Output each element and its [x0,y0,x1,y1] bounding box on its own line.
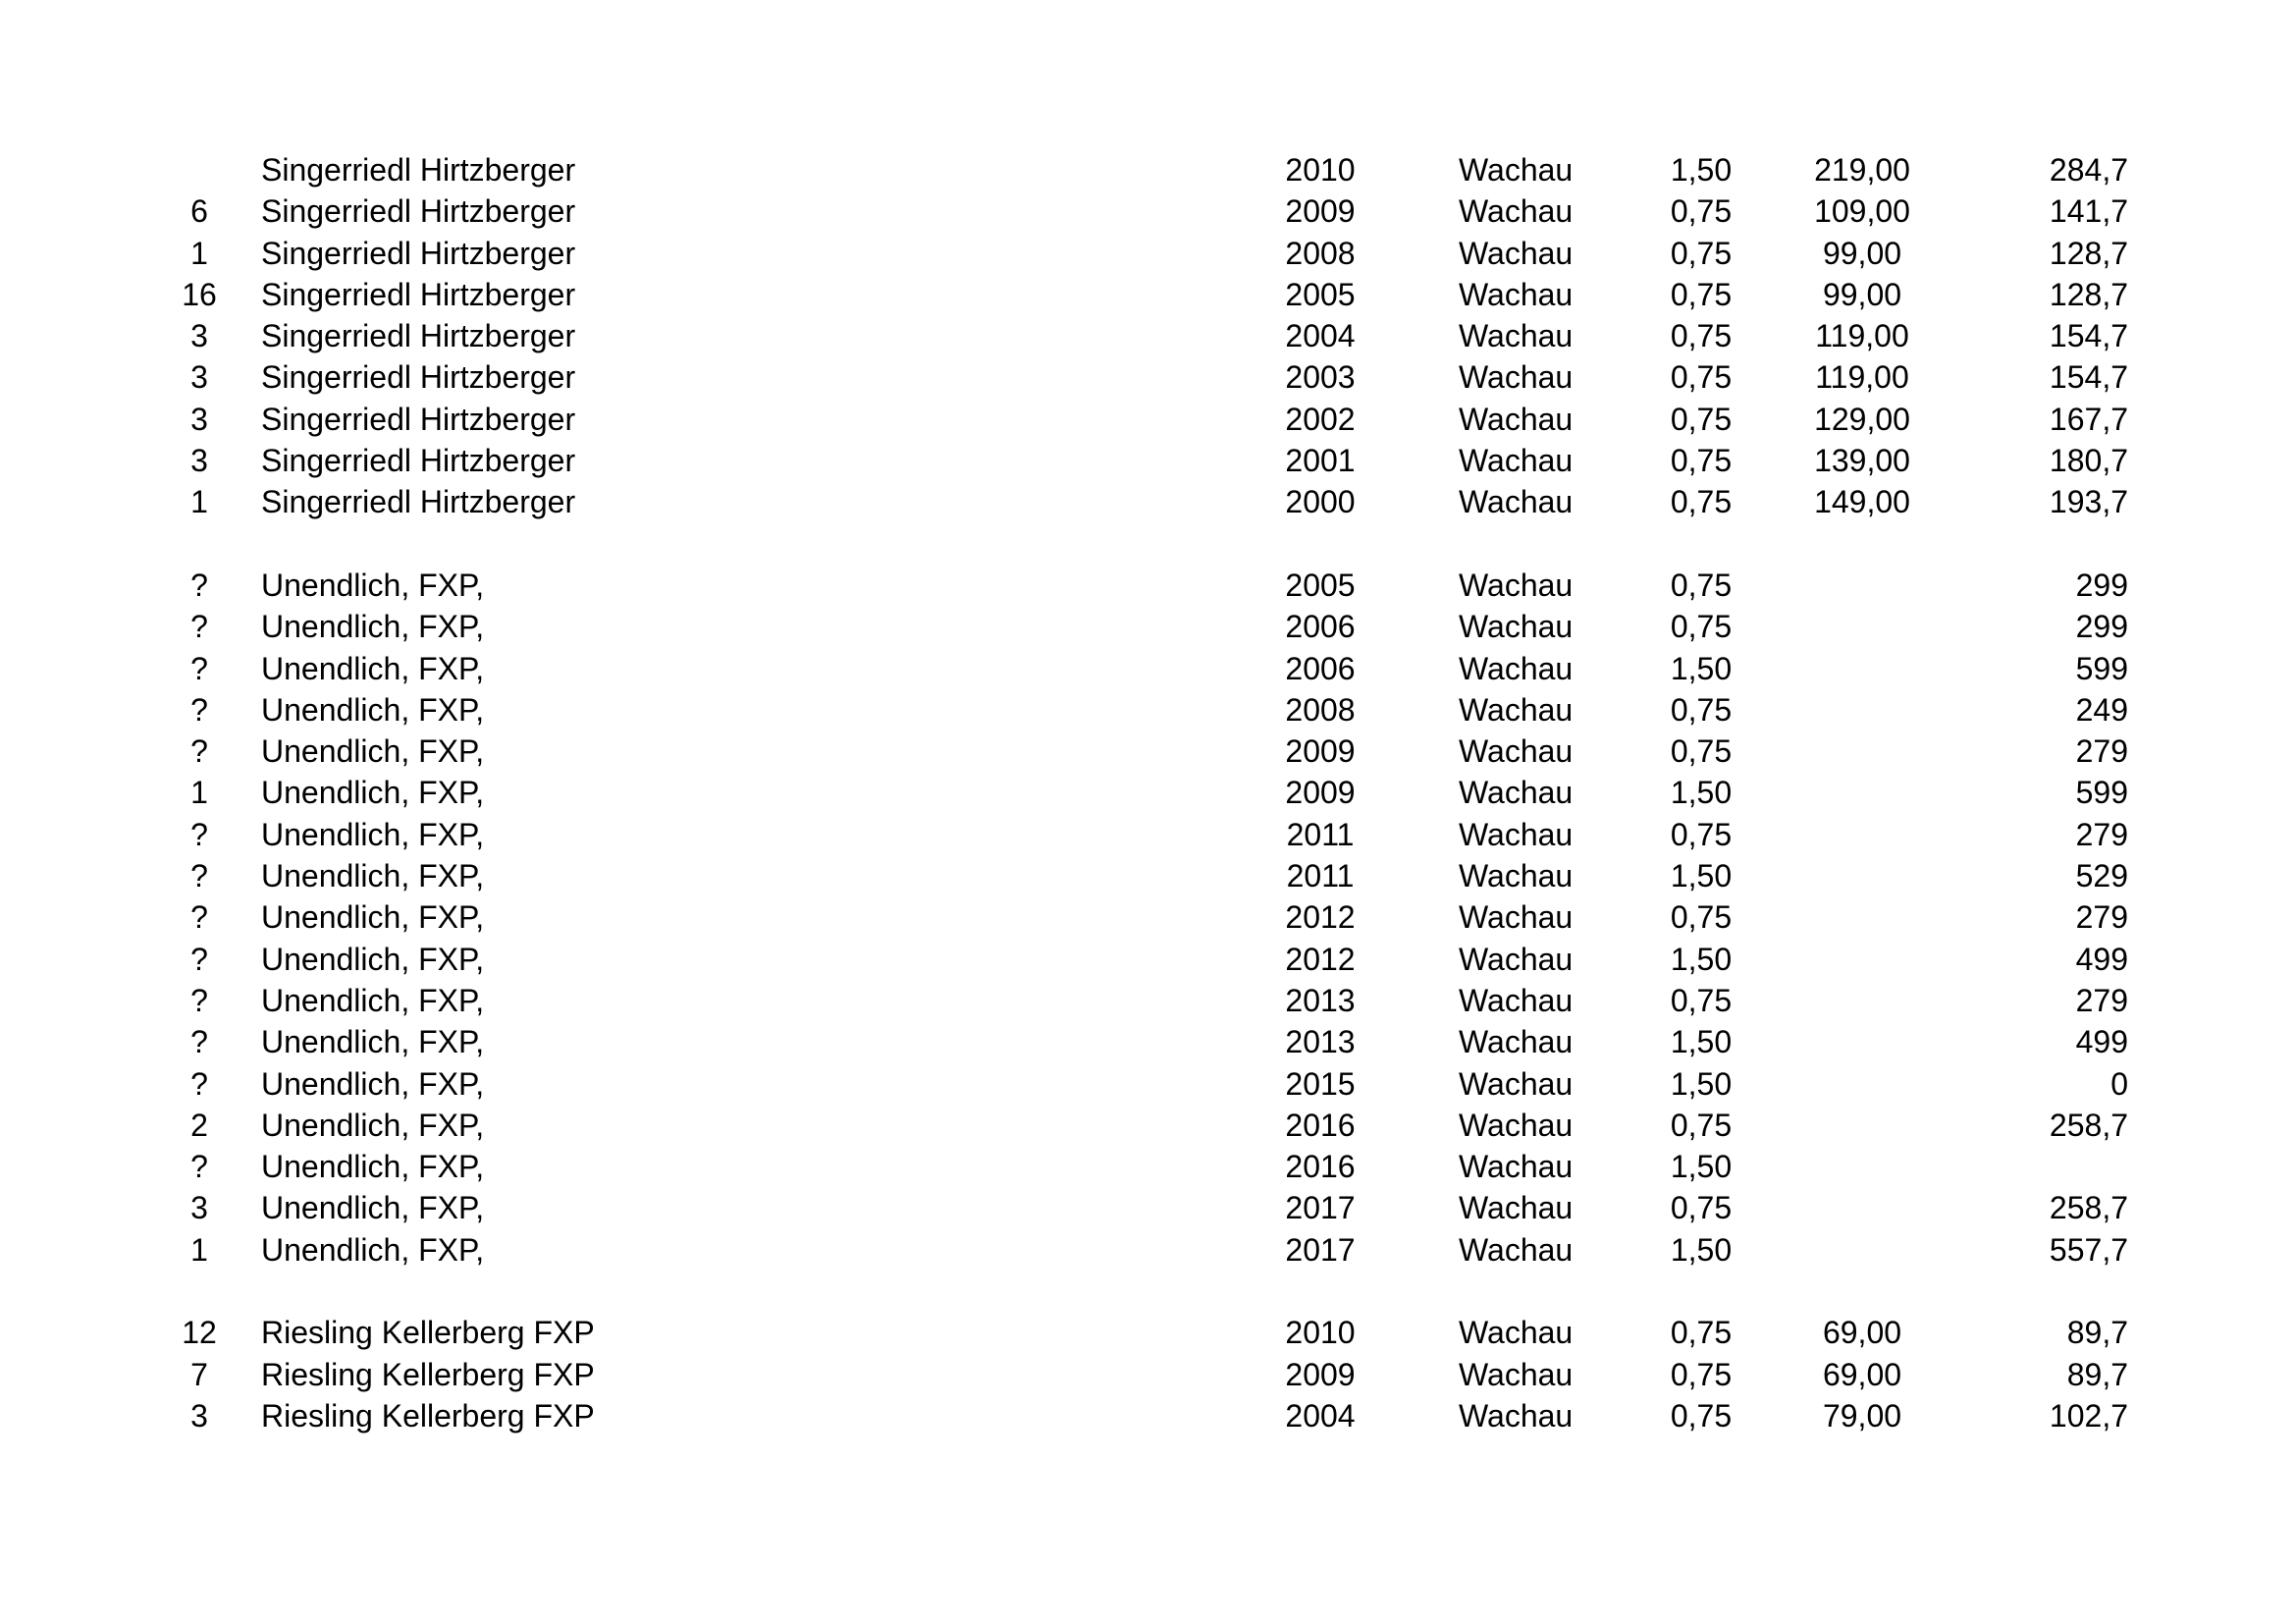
table-row [0,399,2296,440]
price-cell: 99,00 [1822,276,1902,312]
total-cell: 284,7 [2049,152,2128,188]
quantity-cell: 3 [190,318,208,354]
wine-list-table [0,149,2296,1436]
wine-name-cell: Unendlich, FXP, [261,1190,485,1226]
region-cell: Wachau [1459,359,1574,396]
wine-name-cell: Unendlich, FXP, [261,1149,485,1185]
vintage-cell: 2009 [1285,775,1356,811]
vintage-cell: 2008 [1285,691,1356,728]
vintage-cell: 2017 [1285,1190,1356,1226]
wine-name-cell: Riesling Kellerberg FXP [261,1397,595,1434]
vintage-cell: 2006 [1285,650,1356,686]
table-row [0,233,2296,274]
quantity-cell: 2 [190,1107,208,1143]
total-cell: 599 [2075,650,2128,686]
quantity-cell: 3 [190,401,208,437]
total-cell: 499 [2075,1024,2128,1060]
region-cell: Wachau [1459,567,1574,603]
region-cell: Wachau [1459,733,1574,770]
total-cell: 299 [2075,567,2128,603]
bottle-volume-cell: 0,75 [1670,567,1733,603]
quantity-cell: ? [190,858,208,894]
total-cell: 557,7 [2049,1231,2128,1268]
region-cell: Wachau [1459,1356,1574,1392]
region-cell: Wachau [1459,152,1574,188]
bottle-volume-cell: 0,75 [1670,733,1733,770]
quantity-cell: 3 [190,359,208,396]
bottle-volume-cell: 0,75 [1670,318,1733,354]
price-cell: 119,00 [1815,318,1909,354]
region-cell: Wachau [1459,1107,1574,1143]
table-row [0,274,2296,315]
vintage-cell: 2004 [1285,1397,1356,1434]
table-row [0,648,2296,689]
total-cell: 89,7 [2066,1315,2128,1351]
vintage-cell: 2010 [1285,152,1356,188]
quantity-cell: 7 [190,1356,208,1392]
quantity-cell: ? [190,691,208,728]
vintage-cell: 2000 [1285,484,1356,520]
bottle-volume-cell: 1,50 [1670,941,1733,977]
bottle-volume-cell: 0,75 [1670,899,1733,936]
region-cell: Wachau [1459,941,1574,977]
region-cell: Wachau [1459,318,1574,354]
vintage-cell: 2003 [1285,359,1356,396]
vintage-cell: 2017 [1285,1231,1356,1268]
wine-name-cell: Unendlich, FXP, [261,567,485,603]
vintage-cell: 2009 [1285,1356,1356,1392]
quantity-cell: ? [190,650,208,686]
quantity-cell: ? [190,1149,208,1185]
bottle-volume-cell: 1,50 [1670,1149,1733,1185]
price-cell: 79,00 [1822,1397,1902,1434]
region-cell: Wachau [1459,691,1574,728]
bottle-volume-cell: 0,75 [1670,1315,1733,1351]
total-cell: 279 [2075,733,2128,770]
price-cell: 69,00 [1822,1315,1902,1351]
table-row [0,315,2296,356]
table-row [0,1395,2296,1436]
vintage-cell: 2004 [1285,318,1356,354]
vintage-cell: 2016 [1285,1149,1356,1185]
total-cell: 0 [2110,1065,2128,1102]
region-cell: Wachau [1459,816,1574,852]
wine-name-cell: Singerriedl Hirtzberger [261,276,576,312]
wine-name-cell: Unendlich, FXP, [261,941,485,977]
wine-name-cell: Riesling Kellerberg FXP [261,1315,595,1351]
bottle-volume-cell: 0,75 [1670,401,1733,437]
total-cell: 258,7 [2049,1190,2128,1226]
table-row [0,481,2296,522]
quantity-cell: 6 [190,193,208,230]
wine-name-cell: Singerriedl Hirtzberger [261,359,576,396]
table-row [0,980,2296,1021]
wine-name-cell: Singerriedl Hirtzberger [261,152,576,188]
wine-name-cell: Riesling Kellerberg FXP [261,1356,595,1392]
bottle-volume-cell: 1,50 [1670,650,1733,686]
vintage-cell: 2013 [1285,982,1356,1018]
wine-name-cell: Singerriedl Hirtzberger [261,235,576,271]
bottle-volume-cell: 1,50 [1670,775,1733,811]
region-cell: Wachau [1459,1315,1574,1351]
total-cell: 279 [2075,982,2128,1018]
vintage-cell: 2013 [1285,1024,1356,1060]
table-row [0,1354,2296,1395]
bottle-volume-cell: 1,50 [1670,1065,1733,1102]
wine-name-cell: Singerriedl Hirtzberger [261,318,576,354]
bottle-volume-cell: 0,75 [1670,276,1733,312]
vintage-cell: 2006 [1285,609,1356,645]
group-separator [0,523,2296,565]
vintage-cell: 2012 [1285,899,1356,936]
region-cell: Wachau [1459,609,1574,645]
region-cell: Wachau [1459,899,1574,936]
bottle-volume-cell: 0,75 [1670,359,1733,396]
price-cell: 149,00 [1814,484,1910,520]
region-cell: Wachau [1459,1149,1574,1185]
bottle-volume-cell: 0,75 [1670,1190,1733,1226]
quantity-cell: ? [190,567,208,603]
group-separator [0,1271,2296,1312]
quantity-cell: 3 [190,1190,208,1226]
bottle-volume-cell: 0,75 [1670,235,1733,271]
table-row [0,565,2296,606]
region-cell: Wachau [1459,775,1574,811]
quantity-cell: 3 [190,1397,208,1434]
wine-name-cell: Unendlich, FXP, [261,1065,485,1102]
total-cell: 180,7 [2049,443,2128,479]
table-row [0,1105,2296,1146]
total-cell: 141,7 [2049,193,2128,230]
total-cell: 279 [2075,899,2128,936]
price-cell: 129,00 [1814,401,1910,437]
quantity-cell: 3 [190,443,208,479]
region-cell: Wachau [1459,1065,1574,1102]
total-cell: 193,7 [2049,484,2128,520]
wine-name-cell: Unendlich, FXP, [261,733,485,770]
bottle-volume-cell: 0,75 [1670,1107,1733,1143]
total-cell: 249 [2075,691,2128,728]
table-row [0,814,2296,855]
bottle-volume-cell: 1,50 [1670,1231,1733,1268]
total-cell: 89,7 [2066,1356,2128,1392]
wine-name-cell: Unendlich, FXP, [261,1107,485,1143]
vintage-cell: 2011 [1286,858,1355,894]
quantity-cell: ? [190,1065,208,1102]
bottle-volume-cell: 0,75 [1670,443,1733,479]
vintage-cell: 2010 [1285,1315,1356,1351]
wine-name-cell: Singerriedl Hirtzberger [261,443,576,479]
quantity-cell: ? [190,941,208,977]
total-cell: 154,7 [2049,318,2128,354]
region-cell: Wachau [1459,235,1574,271]
region-cell: Wachau [1459,1397,1574,1434]
table-row [0,939,2296,980]
region-cell: Wachau [1459,650,1574,686]
quantity-cell: ? [190,733,208,770]
vintage-cell: 2016 [1285,1107,1356,1143]
table-row [0,689,2296,731]
quantity-cell: ? [190,816,208,852]
wine-name-cell: Unendlich, FXP, [261,650,485,686]
quantity-cell: 1 [190,235,208,271]
region-cell: Wachau [1459,982,1574,1018]
table-row [0,896,2296,938]
total-cell: 128,7 [2049,276,2128,312]
region-cell: Wachau [1459,1231,1574,1268]
total-cell: 154,7 [2049,359,2128,396]
quantity-cell: 16 [182,276,217,312]
bottle-volume-cell: 1,50 [1670,152,1733,188]
bottle-volume-cell: 0,75 [1670,193,1733,230]
price-cell: 119,00 [1815,359,1909,396]
quantity-cell: 1 [190,484,208,520]
wine-name-cell: Unendlich, FXP, [261,609,485,645]
table-row [0,855,2296,896]
table-row [0,149,2296,190]
vintage-cell: 2008 [1285,235,1356,271]
region-cell: Wachau [1459,401,1574,437]
wine-name-cell: Unendlich, FXP, [261,816,485,852]
wine-name-cell: Singerriedl Hirtzberger [261,484,576,520]
total-cell: 529 [2075,858,2128,894]
table-row [0,1063,2296,1105]
bottle-volume-cell: 1,50 [1670,858,1733,894]
table-row [0,606,2296,647]
table-row [0,1146,2296,1187]
price-cell: 99,00 [1822,235,1902,271]
vintage-cell: 2015 [1285,1065,1356,1102]
bottle-volume-cell: 0,75 [1670,1356,1733,1392]
bottle-volume-cell: 0,75 [1670,816,1733,852]
quantity-cell: ? [190,899,208,936]
quantity-cell: 1 [190,775,208,811]
table-row [0,440,2296,481]
wine-name-cell: Singerriedl Hirtzberger [261,401,576,437]
total-cell: 258,7 [2049,1107,2128,1143]
quantity-cell: ? [190,1024,208,1060]
region-cell: Wachau [1459,443,1574,479]
vintage-cell: 2011 [1286,816,1355,852]
table-row [0,1312,2296,1353]
vintage-cell: 2001 [1285,443,1356,479]
wine-name-cell: Unendlich, FXP, [261,1231,485,1268]
wine-name-cell: Unendlich, FXP, [261,982,485,1018]
wine-name-cell: Unendlich, FXP, [261,1024,485,1060]
vintage-cell: 2009 [1285,193,1356,230]
wine-name-cell: Unendlich, FXP, [261,691,485,728]
total-cell: 128,7 [2049,235,2128,271]
region-cell: Wachau [1459,1190,1574,1226]
wine-name-cell: Unendlich, FXP, [261,899,485,936]
vintage-cell: 2005 [1285,567,1356,603]
table-row [0,356,2296,398]
region-cell: Wachau [1459,484,1574,520]
region-cell: Wachau [1459,276,1574,312]
total-cell: 102,7 [2049,1397,2128,1434]
total-cell: 299 [2075,609,2128,645]
vintage-cell: 2012 [1285,941,1356,977]
wine-name-cell: Unendlich, FXP, [261,858,485,894]
region-cell: Wachau [1459,193,1574,230]
quantity-cell: ? [190,982,208,1018]
bottle-volume-cell: 0,75 [1670,1397,1733,1434]
quantity-cell: 12 [182,1315,217,1351]
wine-name-cell: Unendlich, FXP, [261,775,485,811]
table-row [0,1021,2296,1062]
table-row [0,731,2296,772]
bottle-volume-cell: 0,75 [1670,484,1733,520]
total-cell: 499 [2075,941,2128,977]
total-cell: 279 [2075,816,2128,852]
bottle-volume-cell: 0,75 [1670,609,1733,645]
price-cell: 219,00 [1814,152,1910,188]
bottle-volume-cell: 0,75 [1670,691,1733,728]
quantity-cell: 1 [190,1231,208,1268]
total-cell: 167,7 [2049,401,2128,437]
table-row [0,1229,2296,1271]
vintage-cell: 2005 [1285,276,1356,312]
bottle-volume-cell: 1,50 [1670,1024,1733,1060]
vintage-cell: 2009 [1285,733,1356,770]
wine-name-cell: Singerriedl Hirtzberger [261,193,576,230]
quantity-cell: ? [190,609,208,645]
price-cell: 109,00 [1814,193,1910,230]
region-cell: Wachau [1459,1024,1574,1060]
bottle-volume-cell: 0,75 [1670,982,1733,1018]
region-cell: Wachau [1459,858,1574,894]
price-cell: 69,00 [1822,1356,1902,1392]
vintage-cell: 2002 [1285,401,1356,437]
total-cell: 599 [2075,775,2128,811]
table-row [0,190,2296,232]
table-row [0,772,2296,813]
price-cell: 139,00 [1814,443,1910,479]
table-row [0,1187,2296,1228]
